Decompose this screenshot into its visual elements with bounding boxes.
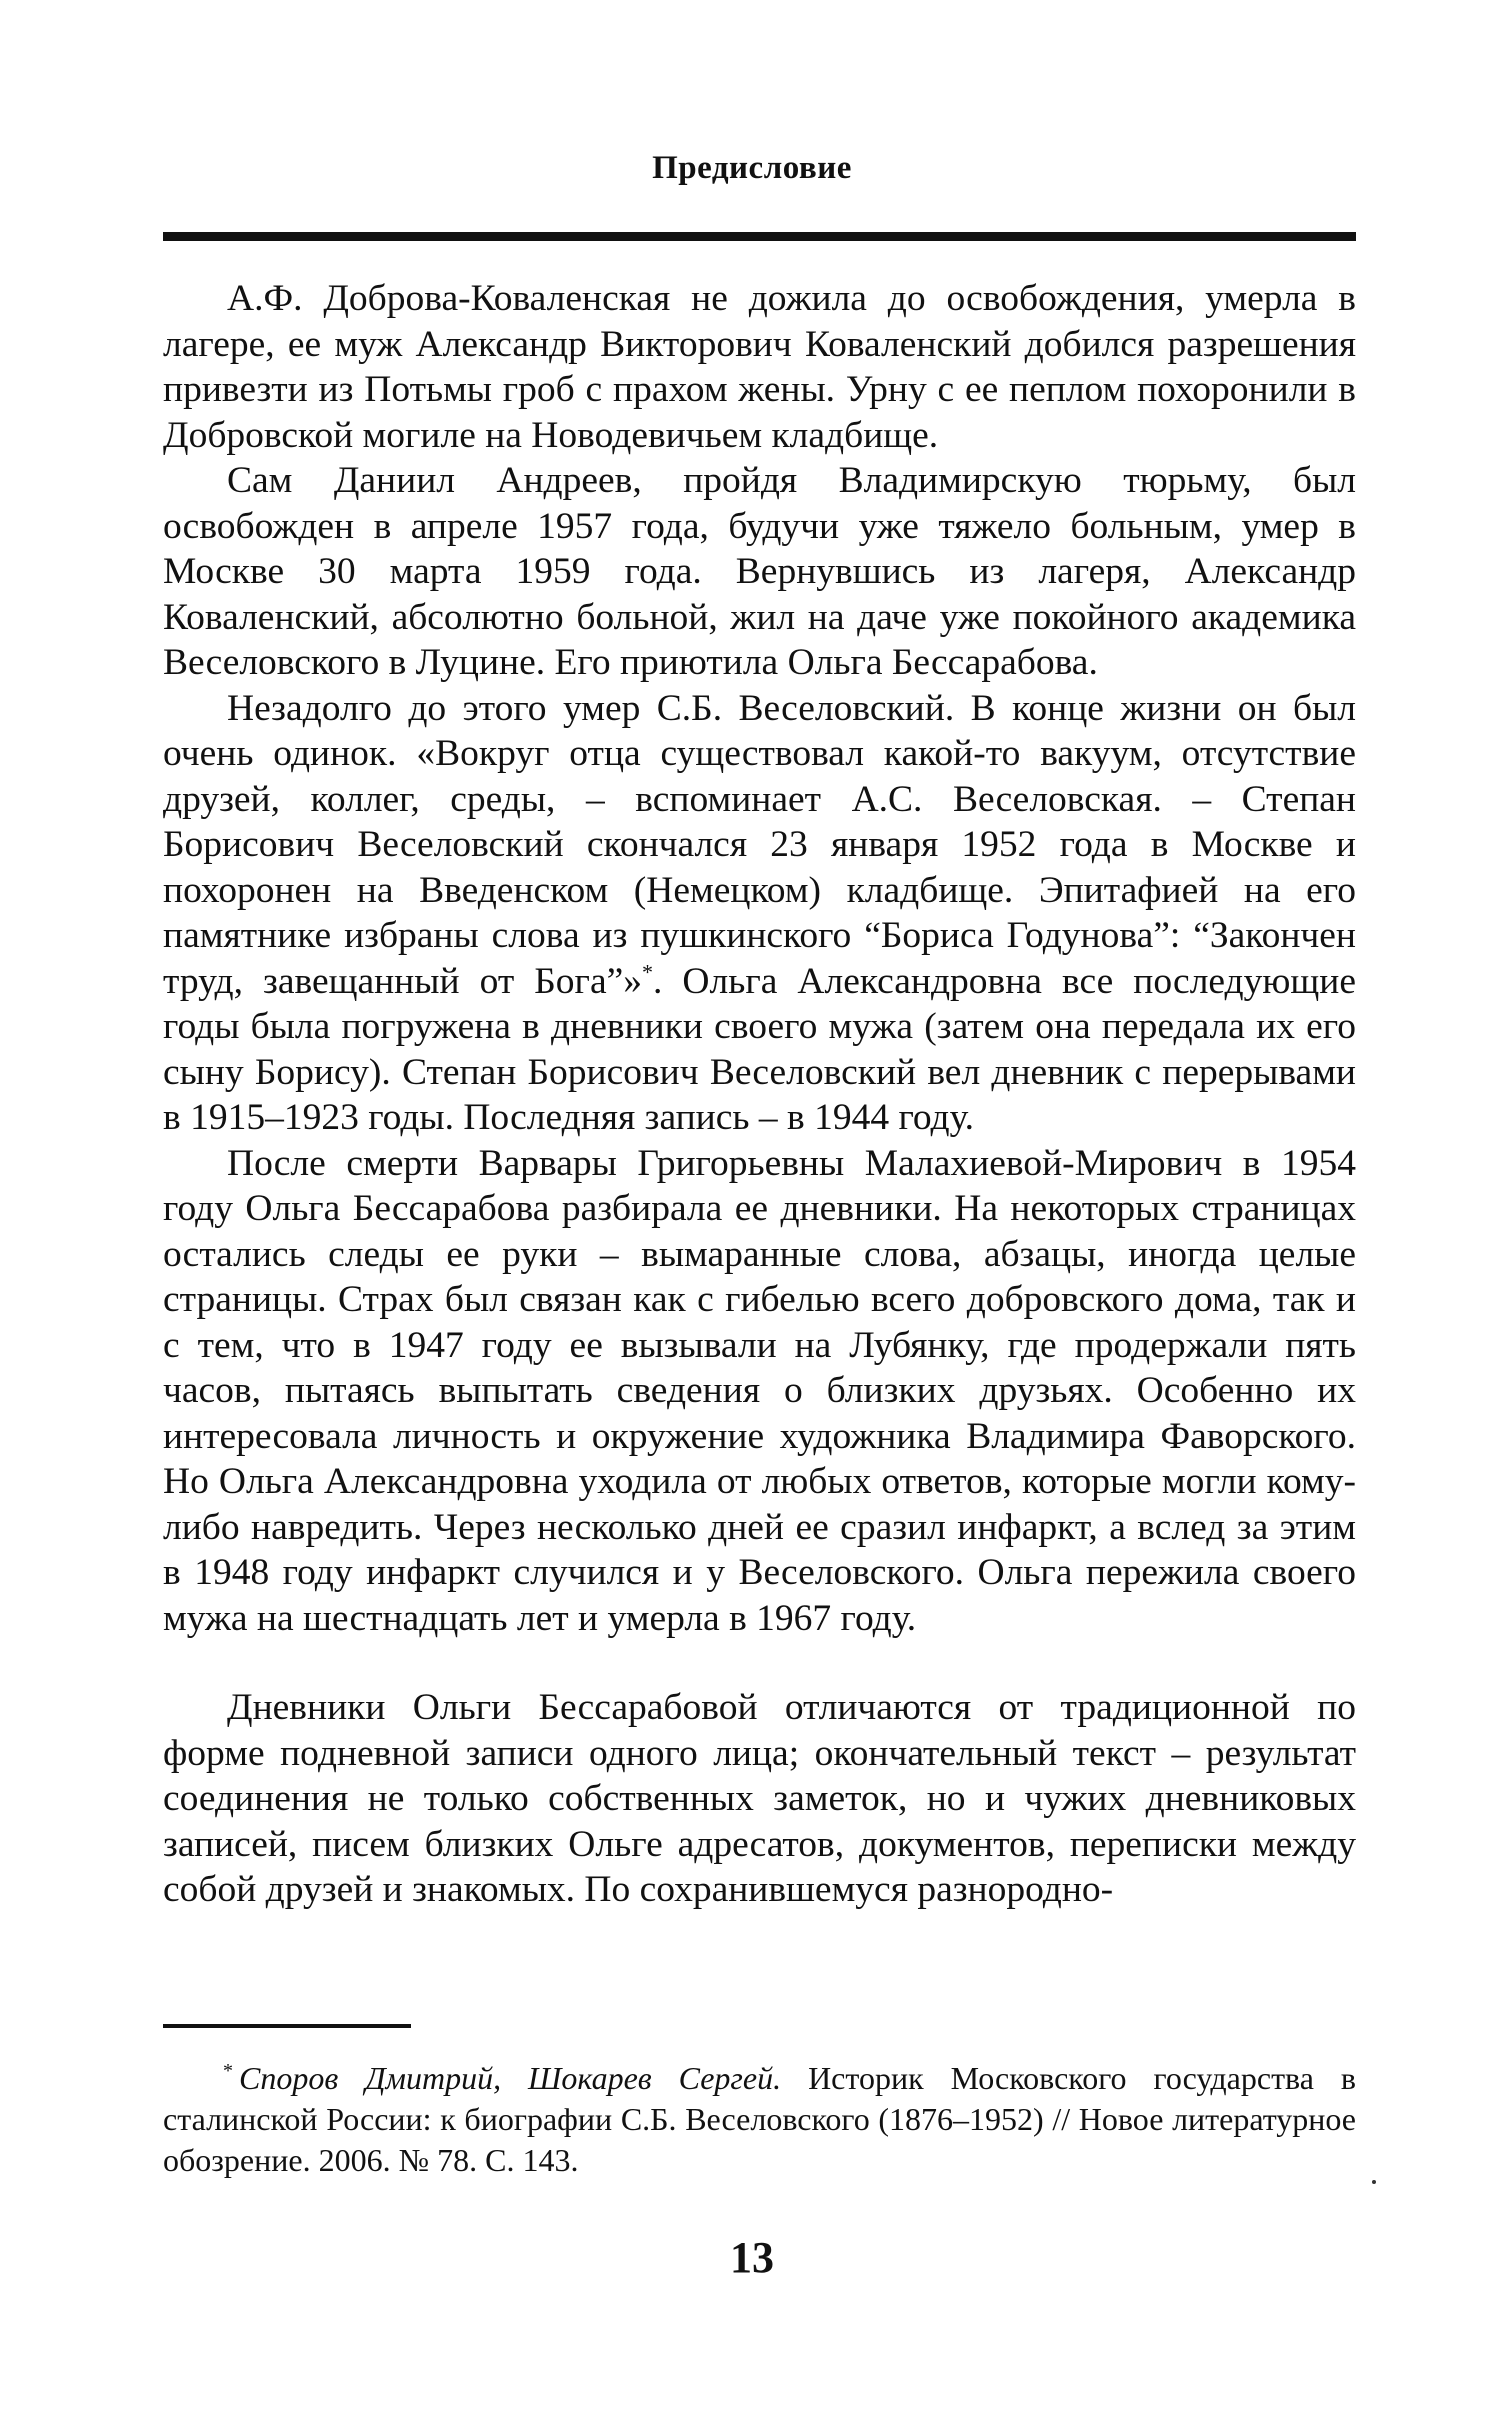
- footnote-mark: *: [223, 2060, 233, 2083]
- paragraph-4: После смерти Варвары Григорьевны Малахиевой-Мирович в 1954 году Ольга Бессарабова разбирала ее дневники. На некоторых страницах остались следы ее руки – вымаранные слова, абзацы, иногда целые страницы. Страх был связан как с гибелью всего добровского дома, так и с тем, что в 1947 году ее вызывали на Лубянку, где продержали пять часов, пытаясь выпытать сведения о близких друзьях. Особенно их интересовала личность и окружение художника Владимира Фаворского. Но Ольга Александровна уходила от любых ответов, которые могли кому-либо навредить. Через несколько дней ее сразил инфаркт, а вслед за этим в 1948 году инфаркт случился и у Веселовского. Ольга пережила своего мужа на шестнадцать лет и умерла в 1967 году.: [163, 1142, 1356, 1639]
- section-gap: [163, 1641, 1356, 1685]
- paragraph-3: [163, 686, 1356, 1141]
- footnote-authors: Споров Дмитрий, Шокарев Сергей.: [239, 2060, 782, 2096]
- paragraph-2: Сам Даниил Андреев, пройдя Владимирскую тюрьму, был освобожден в апреле 1957 года, будучи уже тяжело больным, умер в Москве 30 марта 1959 года. Вернувшись из лагеря, Александр Коваленский, абсолютно больной, жил на даче уже покойного академика Веселовского в Луцине. Его приютила Ольга Бессарабова.: [163, 460, 1356, 683]
- print-speck: [1372, 2180, 1376, 2184]
- footnote: [163, 2058, 1356, 2181]
- body-text: [163, 276, 1356, 1913]
- footnote-rule: [163, 2024, 411, 2028]
- paragraph-3-tail: . Ольга Александровна все последующие годы была погружена в дневники своего мужа (затем она передала их его сыну Борису). Степан Борисович Веселовский вел дневник с перерывами в 1915–1923 годы. Последняя запись – в 1944 году.: [163, 960, 1356, 1138]
- footnote-text: Историк Московского государства в сталинской России: к биографии С.Б. Веселовского (1876–1952) // Новое литературное обозрение. 2006. № 78. С. 143.: [163, 2060, 1357, 2178]
- running-title: Предисловие: [652, 150, 852, 186]
- paragraph-1: А.Ф. Доброва-Коваленская не дожила до освобождения, умерла в лагере, ее муж Александр Викторович Коваленский добился разрешения привезти из Потьмы гроб с прахом жены. Урну с ее пеплом похоронили в Добровской могиле на Новодевичьем кладбище.: [163, 278, 1356, 456]
- paragraph-5: Дневники Ольги Бессарабовой отличаются от традиционной по форме подневной записи одного лица; окончательный текст – результат соединения не только собственных заметок, но и чужих дневниковых записей, писем близких Ольге адресатов, документов, переписки между собой друзей и знакомых. По сохранившемуся разнородно-: [163, 1687, 1356, 1910]
- paragraph-3-main: Незадолго до этого умер С.Б. Веселовский. В конце жизни он был очень одинок. «Вокруг отца существовал какой-то вакуум, отсутствие друзей, коллег, среды, – вспоминает А.С. Веселовская. – Степан Борисович Веселовский скончался 23 января 1952 года в Москве и похоронен на Введенском (Немецком) кладбище. Эпитафией на его памятнике избраны слова из пушкинского “Бориса Годунова”: “Закончен труд, завещанный от Бога”»: [163, 687, 1356, 1002]
- page-number: 13: [730, 2233, 774, 2282]
- footnote-reference[interactable]: *: [641, 959, 653, 984]
- header-rule: [163, 232, 1356, 241]
